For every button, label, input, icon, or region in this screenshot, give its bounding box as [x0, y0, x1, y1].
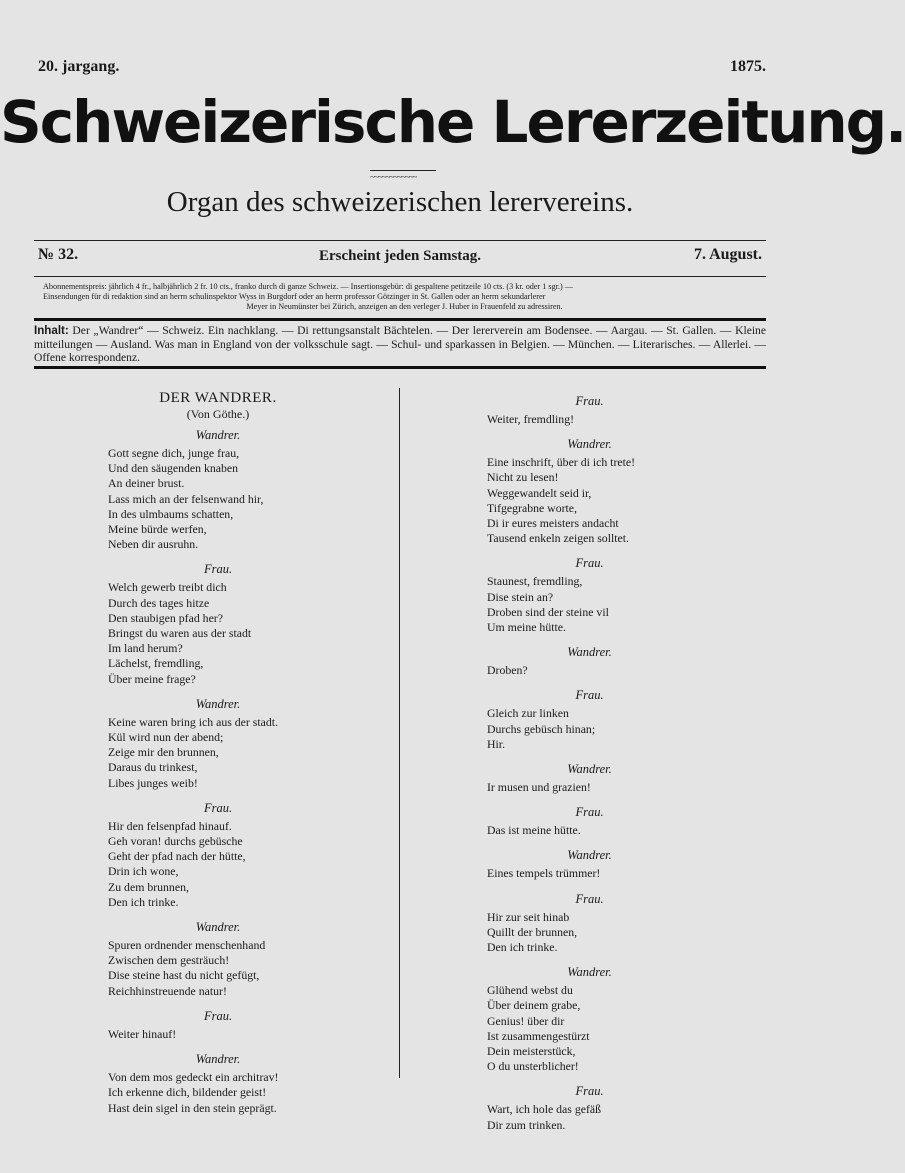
speaker-label: Frau. — [575, 891, 604, 906]
poem-line: Welch gewerb treibt dich — [108, 580, 227, 595]
poem-line: Hir. — [487, 736, 506, 751]
stanza-gap — [108, 1116, 368, 1122]
speaker-label: Frau. — [575, 1084, 604, 1099]
speaker-label: Wandrer. — [195, 1052, 241, 1067]
column-divider — [399, 388, 400, 1078]
poem-line: Quillt der brunnen, — [487, 924, 578, 939]
volume-label: 20. jargang. — [38, 58, 120, 75]
stanza-gap — [487, 752, 757, 758]
poem-line: Im land herum? — [108, 641, 183, 656]
speaker-label: Wandrer. — [195, 428, 241, 442]
header-rule — [34, 240, 766, 241]
year-label: 1875. — [730, 58, 766, 75]
stanza-gap — [108, 791, 368, 797]
poem-line: Zeige mir den brunnen, — [108, 745, 219, 760]
poem-line: Tausend enkeln zeigen solltet. — [487, 531, 630, 546]
poem-line: Keine waren bring ich aus der stadt. — [108, 714, 279, 729]
poem-line: Ist zusammengestürzt — [487, 1028, 590, 1043]
poem-column-right — [487, 390, 757, 1139]
poem-line: Bringst du waren aus der stadt — [108, 626, 252, 641]
poem-line: Droben sind der steine vil — [487, 604, 609, 619]
issue-rule — [34, 276, 766, 277]
poem-line: Eine inschrift, über di ich trete! — [487, 455, 636, 470]
speaker-label: Wandrer. — [195, 696, 241, 711]
issue-number: № 32. — [38, 246, 79, 263]
speaker-label: Frau. — [203, 1008, 233, 1023]
stanza-gap — [487, 1133, 757, 1139]
poem-line: Den ich trinke. — [487, 940, 558, 955]
stanza-gap — [487, 1074, 757, 1080]
poem-line: Libes junges weib! — [108, 775, 198, 790]
stanza-gap — [487, 678, 757, 684]
poem-line: Hast dein sigel in den stein geprägt. — [108, 1100, 277, 1115]
stanza-gap — [487, 838, 757, 844]
poem-author: (Von Göthe.) — [186, 407, 250, 421]
speaker-label: Frau. — [575, 688, 604, 703]
speaker-label: Wandrer. — [567, 762, 612, 777]
stanza-gap — [108, 1042, 368, 1048]
poem-line: Durchs gebüsch hinan; — [487, 721, 596, 736]
poem-line: Nicht zu lesen! — [487, 470, 559, 485]
stanza-gap — [487, 955, 757, 961]
speaker-label: Frau. — [203, 800, 233, 815]
poem-column-left — [108, 390, 368, 1122]
poem-line: Eines tempels trümmer! — [487, 866, 601, 881]
poem-line: In des ulmbaums schatten, — [108, 506, 234, 521]
stanza-gap — [108, 552, 368, 558]
subscription-line: Einsendungen für di redaktion sind an herrn schulinspektor Wyss in Burgdorf oder an herrn professor Götzinger in St. Gallen oder an herrn sekundarlerer — [43, 292, 546, 301]
stanza-gap — [487, 635, 757, 641]
poem-line: Zwischen dem gesträuch! — [108, 953, 230, 968]
poem-line: O du unsterblicher! — [487, 1059, 579, 1074]
poem-line: Und den säugenden knaben — [108, 461, 239, 476]
stanza-gap — [487, 546, 757, 552]
stanza-gap — [108, 999, 368, 1005]
poem-line: Gleich zur linken — [487, 706, 569, 721]
poem-line: Reichhinstreuende natur! — [108, 983, 227, 998]
title-wave-ornament: ~~~~~~~~~~~~ — [370, 172, 417, 182]
speaker-label: Wandrer. — [567, 965, 612, 980]
speaker-label: Wandrer. — [567, 645, 612, 660]
speaker-label: Wandrer. — [195, 920, 241, 935]
speaker-label: Frau. — [203, 562, 233, 577]
poem-line: Neben dir ausruhn. — [108, 537, 199, 552]
contents-bottom-rule — [34, 366, 766, 369]
stanza-gap — [487, 795, 757, 801]
contents-top-rule — [34, 318, 766, 321]
contents-text: Der „Wandrer“ — Schweiz. Ein nachklang. — Di rettungsanstalt Bächtelen. — Der lererverein am Bodensee. — Aargau. — St. Gallen. — Kleine mitteilungen — Ausland. Was man in England von der volksschule sagt. — Schul- und sparkassen in Belgien. — München. — Literarisches. — Allerlei. — Offene korrespondenz. — [34, 324, 766, 364]
poem-line: An deiner brust. — [108, 476, 185, 491]
stanza-gap — [108, 910, 368, 916]
poem-line: Über deinem grabe, — [487, 998, 581, 1013]
poem-line: Gott segne dich, junge frau, — [108, 446, 240, 460]
poem-line: Geh voran! durchs gebüsche — [108, 834, 243, 849]
poem-title: DER WANDRER. — [159, 390, 277, 406]
poem-line: Meine bürde werfen, — [108, 522, 207, 537]
title-rule — [370, 170, 436, 171]
poem-line: Dise stein an? — [487, 589, 554, 604]
poem-line: Drin ich wone, — [108, 864, 179, 879]
poem-line: Geht der pfad nach der hütte, — [108, 849, 246, 864]
poem-line: Dir zum trinken. — [487, 1117, 566, 1132]
poem-line: Di ir eures meisters andacht — [487, 516, 619, 531]
poem-line: Daraus du trinkest, — [108, 760, 198, 775]
poem-line: Hir zur seit hinab — [487, 909, 570, 924]
poem-line: Wart, ich hole das gefäß — [487, 1102, 602, 1117]
poem-line: Genius! über dir — [487, 1013, 565, 1028]
poem-line: Ir musen und grazien! — [487, 780, 591, 795]
speaker-label: Frau. — [575, 805, 604, 820]
poem-line: Das ist meine hütte. — [487, 823, 581, 838]
poem-line: Tifgegrabne worte, — [487, 500, 577, 515]
poem-line: Dein meisterstück, — [487, 1044, 576, 1059]
subscription-line: Abonnementspreis: jährlich 4 fr., halbjährlich 2 fr. 10 cts., franko durch di ganze Schweiz. — Insertionsgebür: di gespaltene petitzeile 10 cts. (3 kr. oder 1 sgr.) — — [43, 282, 573, 291]
stanza-gap — [487, 427, 757, 433]
poem-line: Dise steine hast du nicht gefügt, — [108, 968, 260, 983]
poem-line: Weiter hinauf! — [108, 1026, 177, 1041]
poem-line: Staunest, fremdling, — [487, 574, 583, 589]
publishing-schedule: Erscheint jeden Samstag. — [318, 248, 482, 264]
contents-label: Inhalt: — [34, 324, 69, 337]
poem-line: Zu dem brunnen, — [108, 879, 189, 894]
table-of-contents — [34, 324, 766, 365]
subscription-info — [43, 282, 766, 312]
poem-line: Glühend webst du — [487, 983, 573, 998]
poem-line: Den ich trinke. — [108, 894, 179, 909]
subscription-line: Meyer in Neumünster bei Zürich, anzeigen an den verleger J. Huber in Frauenfeld zu adressiren. — [246, 302, 563, 311]
poem-line: Lächelst, fremdling, — [108, 656, 204, 671]
poem-line: Über meine frage? — [108, 671, 196, 686]
poem-line: Um meine hütte. — [487, 620, 566, 635]
poem-line: Kül wird nun der abend; — [108, 730, 224, 745]
stanza-gap — [108, 687, 368, 693]
poem-line: Weiter, fremdling! — [487, 412, 575, 426]
poem-line: Den staubigen pfad her? — [108, 610, 223, 625]
poem-line: Von dem mos gedeckt ein architrav! — [108, 1070, 279, 1085]
masthead-title: Schweizerische Lererzeitung. — [0, 88, 905, 156]
poem-line: Lass mich an der felsenwand hir, — [108, 491, 264, 506]
stanza-gap — [487, 882, 757, 888]
poem-line: Spuren ordnender menschenhand — [108, 938, 266, 953]
issue-date: 7. August. — [693, 246, 762, 263]
poem-line: Ich erkenne dich, bildender geist! — [108, 1085, 267, 1100]
speaker-label: Frau. — [575, 556, 604, 571]
poem-line: Durch des tages hitze — [108, 595, 210, 610]
speaker-label: Wandrer. — [567, 437, 612, 452]
poem-line: Hir den felsenpfad hinauf. — [108, 818, 232, 833]
speaker-label: Wandrer. — [567, 848, 612, 863]
speaker-label: Frau. — [575, 394, 604, 408]
poem-line: Droben? — [487, 663, 528, 678]
poem-line: Weggewandelt seid ir, — [487, 485, 592, 500]
masthead-subtitle: Organ des schweizerischen lerervereins. — [166, 186, 634, 218]
